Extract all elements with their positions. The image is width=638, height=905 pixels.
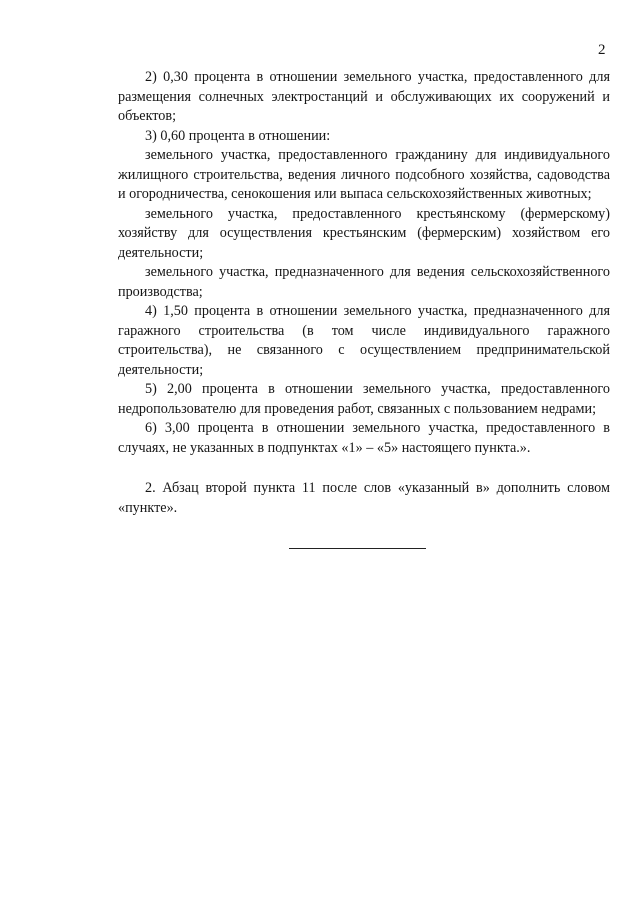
paragraph-gap xyxy=(118,458,610,479)
paragraph-subitem-5: 5) 2,00 процента в отношении земельного участка, предоставленного недропользователю для проведения работ, связанных с пользованием недрами; xyxy=(118,381,610,417)
page-number: 2 xyxy=(598,42,606,58)
paragraph-citizen-land: земельного участка, предоставленного гражданину для индивидуального жилищного строительства, ведения личного подсобного хозяйства, садоводства и огородничества, сенокошения или выпаса сельскохозяйственных животных; xyxy=(118,147,610,202)
document-body xyxy=(118,68,610,518)
paragraph-subitem-2: 2) 0,30 процента в отношении земельного участка, предоставленного для размещения солнечных электростанций и обслуживающих их сооружений и объектов; xyxy=(118,69,610,124)
paragraph-item-2: 2. Абзац второй пункта 11 после слов «указанный в» дополнить словом «пункте». xyxy=(118,480,610,516)
paragraph-farm-land: земельного участка, предоставленного крестьянскому (фермерскому) хозяйству для осуществления крестьянским (фермерским) хозяйством его деятельности; xyxy=(118,205,610,261)
paragraph-subitem-3: 3) 0,60 процента в отношении: xyxy=(145,127,331,144)
paragraph-subitem-4: 4) 1,50 процента в отношении земельного участка, предназначенного для гаражного строительства (в том числе индивидуального гаражного строительства), не связанного с осуществлением предпринимательской деятельности; xyxy=(118,303,610,378)
paragraph-subitem-6: 6) 3,00 процента в отношении земельного участка, предоставленного в случаях, не указанных в подпунктах «1» – «5» настоящего пункта.». xyxy=(118,420,610,456)
paragraph-agricultural-land: земельного участка, предназначенного для ведения сельскохозяйственного производства; xyxy=(118,264,610,300)
end-divider-line xyxy=(289,548,426,549)
